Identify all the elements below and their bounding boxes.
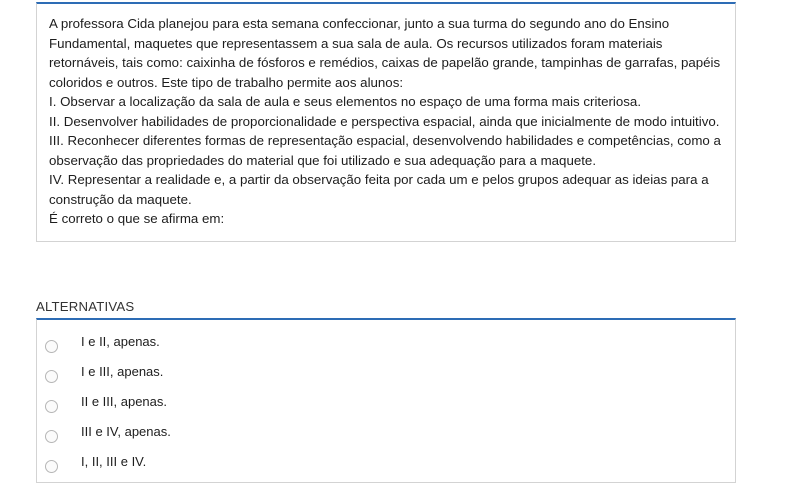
radio-icon[interactable] <box>45 370 58 383</box>
question-item-iv: IV. Representar a realidade e, a partir da observação feita por cada um e pelos grupos adequar as ideias para a construção da maquete. <box>49 172 709 207</box>
alternative-option-5[interactable] <box>37 446 735 476</box>
radio-icon[interactable] <box>45 430 58 443</box>
question-item-i: I. Observar a localização da sala de aula e seus elementos no espaço de uma forma mais criteriosa. <box>49 94 642 109</box>
alternative-label: I e III, apenas. <box>81 363 164 379</box>
alternative-label: II e III, apenas. <box>81 393 167 409</box>
alternative-option-4[interactable] <box>37 416 735 446</box>
question-statement-panel <box>36 2 736 242</box>
question-items-list <box>49 92 723 209</box>
alternative-label: III e IV, apenas. <box>81 423 171 439</box>
radio-icon[interactable] <box>45 340 58 353</box>
radio-icon[interactable] <box>45 400 58 413</box>
question-item-iii: III. Reconhecer diferentes formas de representação espacial, desenvolvendo habilidades e competências, como a observação das propriedades do material que foi utilizado e sua adequação para a maquete. <box>49 133 721 168</box>
question-intro-paragraph: A professora Cida planejou para esta semana confeccionar, junto a sua turma do segundo ano do Ensino Fundamental, maquetes que representassem a sua sala de aula. Os recursos utilizados foram materiais retornáveis, tais como: caixinha de fósforos e remédios, caixas de papelão grande, tampinhas de garrafas, papéis coloridos e outros. Este tipo de trabalho permite aos alunos: <box>49 16 721 90</box>
question-item-ii: II. Desenvolver habilidades de proporcionalidade e perspectiva espacial, ainda que inicialmente de modo intuitivo. <box>49 113 720 129</box>
alternative-option-1[interactable] <box>37 326 735 356</box>
alternative-option-2[interactable] <box>37 356 735 386</box>
alternative-label: I, II, III e IV. <box>81 453 147 469</box>
alternatives-panel <box>36 318 736 483</box>
alternatives-heading: ALTERNATIVAS <box>36 299 135 314</box>
radio-icon[interactable] <box>45 460 58 473</box>
alternative-label: I e II, apenas. <box>81 333 160 349</box>
question-closing-text: É correto o que se afirma em: <box>49 211 225 226</box>
alternative-option-3[interactable] <box>37 386 735 416</box>
